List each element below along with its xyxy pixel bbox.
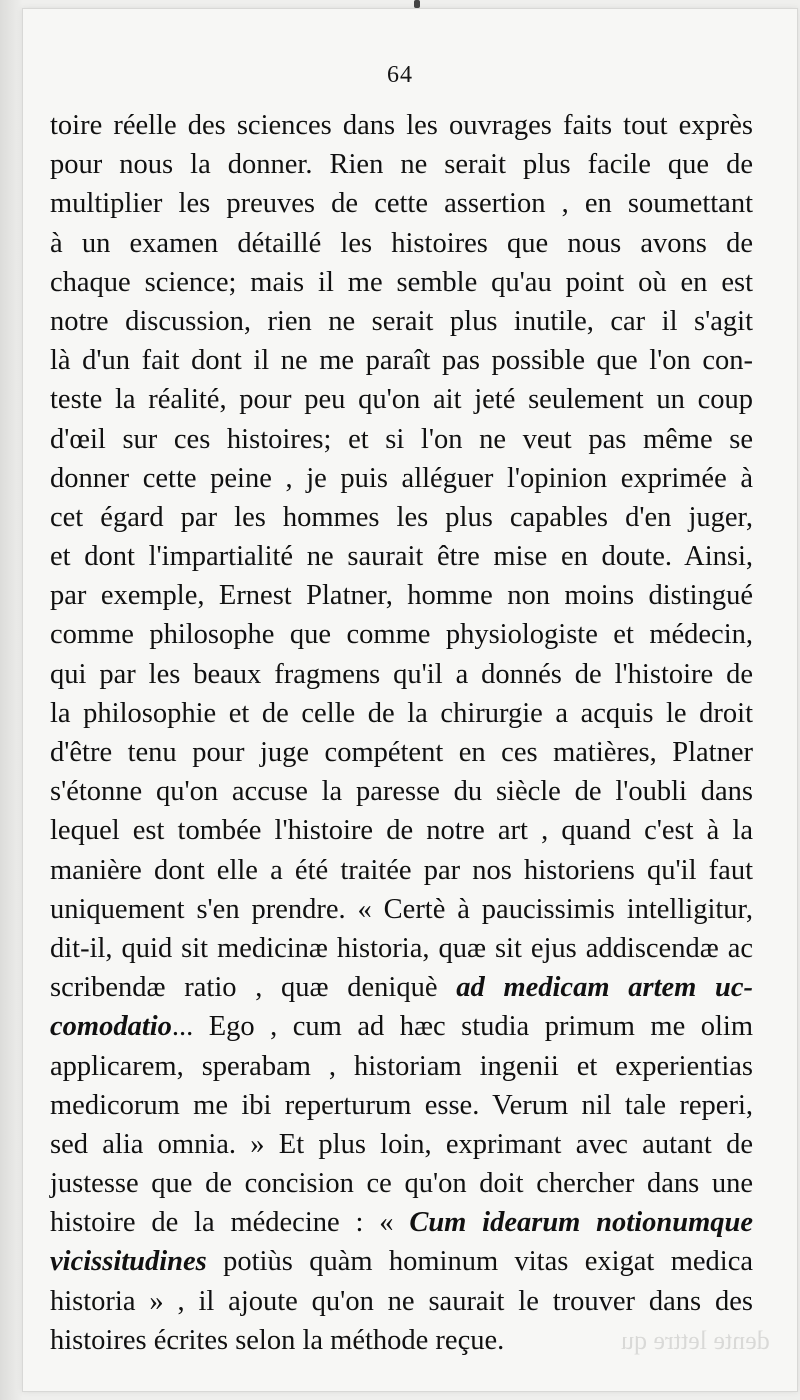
text-line: [50, 929, 753, 968]
text-line: [50, 184, 753, 223]
text-line: [50, 380, 753, 419]
text-line: [50, 772, 753, 811]
text-run: pour nous la donner. Rien ne serait plus facile que de: [50, 149, 753, 181]
text-run: comme philosophe que comme physiologiste et médecin,: [50, 619, 753, 651]
text-line: [50, 1007, 753, 1046]
text-run: scribendæ ratio , quæ deniquè: [50, 972, 457, 1004]
text-line: [50, 733, 753, 772]
text-line: [50, 145, 753, 184]
text-run: uniquement s'en prendre. « Certè à paucissimis intelligitur,: [50, 893, 753, 925]
page-gutter-shadow: [0, 0, 22, 1400]
text-line: [50, 1203, 753, 1242]
page-number: 64: [387, 62, 413, 88]
text-line: [50, 1242, 753, 1281]
text-run: multiplier les preuves de cette assertion , en soumettant: [50, 188, 753, 220]
text-run: donner cette peine , je puis alléguer l'opinion exprimée à: [50, 462, 753, 494]
text-line: [50, 1164, 753, 1203]
text-run: et dont l'impartialité ne saurait être mise en doute. Ainsi,: [50, 541, 753, 573]
text-line: [50, 302, 753, 341]
text-run: chaque science; mais il me semble qu'au point où en est: [50, 266, 753, 298]
text-run: sed alia omnia. » Et plus loin, exprimant avec autant de: [50, 1128, 753, 1160]
text-run: d'être tenu pour juge compétent en ces matières, Platner: [50, 737, 753, 768]
text-line: [50, 615, 753, 654]
text-run: applicarem, sperabam , historiam ingenii et experientias: [50, 1050, 753, 1082]
text-line: [50, 224, 753, 263]
text-line: [50, 655, 753, 694]
body-text: [50, 106, 753, 1360]
text-line: [50, 576, 753, 615]
text-run: histoire de la médecine : «: [50, 1207, 410, 1239]
text-line: [50, 498, 753, 537]
text-run: historia » , il ajoute qu'on ne saurait le trouver dans des: [50, 1285, 753, 1317]
text-line: [50, 106, 753, 145]
text-line: [50, 1282, 753, 1321]
text-line: [50, 890, 753, 929]
text-run: notre discussion, rien ne serait plus inutile, car il s'agit: [50, 305, 753, 337]
italic-text: Cum idearum notionumque: [409, 1207, 753, 1239]
text-line: [50, 1125, 753, 1164]
text-run: qui par les beaux fragmens qu'il a donnés de l'histoire de: [50, 658, 753, 690]
text-line: [50, 263, 753, 302]
text-line: [50, 968, 753, 1007]
text-run: histoires écrites selon la méthode reçue.: [50, 1324, 505, 1356]
text-run: ... Ego , cum ad hæc studia primum me olim: [171, 1011, 753, 1043]
text-run: medicorum me ibi reperturum esse. Verum nil tale reperi,: [50, 1089, 753, 1121]
text-run: s'étonne qu'on accuse la paresse du siècle de l'oubli dans: [50, 776, 753, 808]
text-run: toire réelle des sciences dans les ouvrages faits tout exprès: [50, 110, 753, 141]
text-run: là d'un fait dont il ne me paraît pas possible que l'on con-: [50, 345, 753, 377]
text-run: la philosophie et de celle de la chirurgie a acquis le droit: [50, 697, 753, 729]
text-run: manière dont elle a été traitée par nos historiens qu'il faut: [50, 854, 753, 886]
ink-speck: [414, 0, 420, 8]
text-run: dit-il, quid sit medicinæ historia, quæ sit ejus addiscendæ ac: [50, 932, 753, 964]
text-run: par exemple, Ernest Platner, homme non moins distingué: [50, 580, 753, 612]
text-line: [50, 694, 753, 733]
text-line: [50, 420, 753, 459]
text-line: [50, 1086, 753, 1125]
text-line: [50, 851, 753, 890]
text-line: [50, 341, 753, 380]
text-run: justesse que de concision ce qu'on doit chercher dans une: [50, 1168, 753, 1200]
text-run: à un examen détaillé les histoires que nous avons de: [50, 227, 753, 259]
bleed-through-text: dente lettre qu: [621, 1326, 770, 1355]
text-run: d'œil sur ces histoires; et si l'on ne veut pas même se: [50, 423, 753, 455]
text-line: [50, 537, 753, 576]
text-line: [50, 1047, 753, 1086]
text-run: lequel est tombée l'histoire de notre art , quand c'est à la: [50, 815, 753, 847]
italic-text: ad medicam artem uc-: [456, 972, 754, 1004]
text-line: [50, 459, 753, 498]
italic-text: comodatio: [50, 1011, 172, 1043]
italic-text: vicissitudines: [50, 1246, 207, 1278]
text-line: [50, 811, 753, 850]
text-run: teste la réalité, pour peu qu'on ait jeté seulement un coup: [50, 384, 753, 416]
text-run: potiùs quàm hominum vitas exigat medica: [206, 1246, 753, 1278]
text-run: cet égard par les hommes les plus capables d'en juger,: [50, 501, 753, 533]
